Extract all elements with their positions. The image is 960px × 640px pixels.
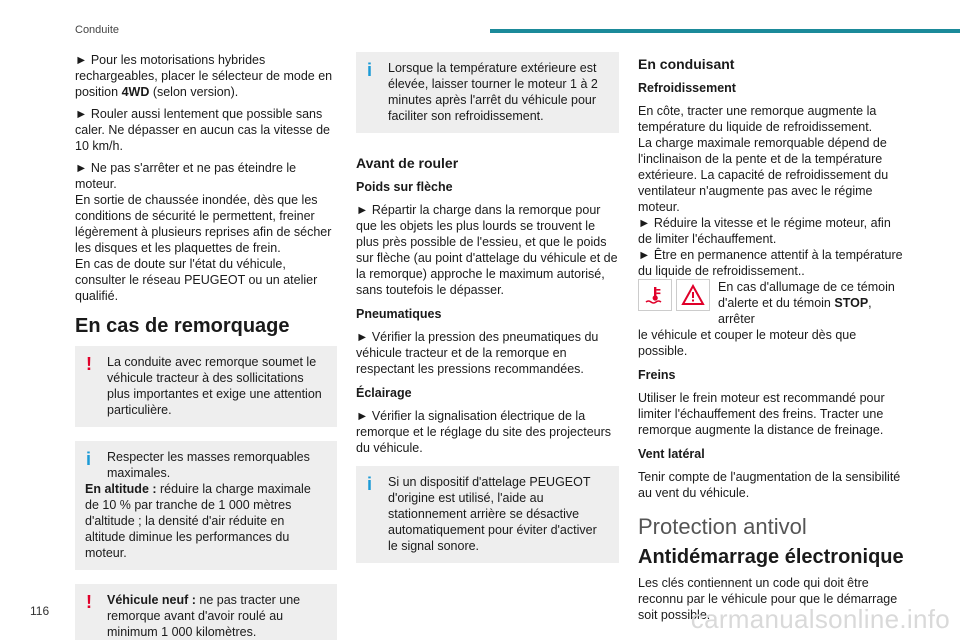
section-title-theft-protection: Protection antivol bbox=[638, 514, 807, 539]
info-icon: i bbox=[86, 449, 92, 469]
paragraph-cooling-2: La charge maximale remorquable dépend de l'inclinaison de la pente et de la température extérieure. La capacité de refroidissement du ventilateur n'augmente pas avec le régime moteur. bbox=[638, 136, 889, 214]
warning-box-towing: ! La conduite avec remorque soumet le véhicule tracteur à des sollicitations plus importantes et exige une attention particulière. bbox=[75, 346, 337, 427]
paragraph-brakes: En sortie de chaussée inondée, dès que les conditions de sécurité le permettent, freiner légèrement à plusieurs reprises afin de sécher les disques et les plaquettes de frein. bbox=[75, 193, 332, 255]
header-title: Conduite bbox=[75, 24, 120, 36]
heading-drawbar-weight: Poids sur flèche bbox=[356, 180, 453, 194]
paragraph-immobiliser: Les clés contiennent un code qui doit être reconnu par le véhicule pour que le démarrage soit possible. bbox=[638, 576, 898, 622]
info-icon: i bbox=[367, 474, 373, 494]
exclamation-mark-icon: ! bbox=[86, 354, 92, 374]
paragraph-brakes: Utiliser le frein moteur est recommandé pour limiter l'échauffement des freins. Tracter une remorque augmente la distance de freinage. bbox=[638, 391, 885, 437]
paragraph-crosswind: Tenir compte de l'augmentation de la sensibilité au vent du véhicule. bbox=[638, 470, 901, 500]
info-box-towbar: i Si un dispositif d'attelage PEUGEOT d'origine est utilisé, l'aide au stationnement arrière se désactive automatiquement pour éviter d'activer le signal sonore. bbox=[356, 466, 619, 563]
heading-cooling: Refroidissement bbox=[638, 81, 736, 95]
page-number: 116 bbox=[30, 604, 50, 618]
paragraph-cooling-1: En côte, tracter une remorque augmente la température du liquide de refroidissement. bbox=[638, 104, 877, 134]
warning-box-new-vehicle: ! Véhicule neuf : ne pas tracter une remorque avant d'avoir roulé au minimum 1 000 kilomètres. bbox=[75, 584, 337, 640]
column-1 bbox=[75, 52, 337, 640]
paragraph-hybrid: ► Pour les motorisations hybrides rechargeables, placer le sélecteur de mode en position 4WD (selon version). bbox=[75, 53, 333, 99]
heading-tyres: Pneumatiques bbox=[356, 307, 442, 321]
info-box-cooling: i Lorsque la température extérieure est élevée, laisser tourner le moteur 1 à 2 minutes après l'arrêt du véhicule pour faciliter son refroidissement. bbox=[356, 52, 619, 133]
heading-lighting: Éclairage bbox=[356, 386, 412, 400]
paragraph-tyres: ► Vérifier la pression des pneumatiques du véhicule tracteur et de la remorque en respectant les pressions recommandées. bbox=[356, 330, 599, 376]
warning-triangle-icon bbox=[676, 279, 710, 311]
exclamation-mark-icon: ! bbox=[86, 592, 92, 612]
paragraph-lighting: ► Vérifier la signalisation électrique de la remorque et le réglage du site des projecteurs du véhicule. bbox=[356, 409, 612, 455]
paragraph-drawbar-weight: ► Répartir la charge dans la remorque pour que les objets les plus lourds se trouvent le plus près possible de l'essieu, et que le poids sur flèche (au point d'attelage du véhicule et de la remorque) approche le maximum autorisé, sans toutefois le dépasser. bbox=[356, 203, 618, 297]
heading-brakes: Freins bbox=[638, 368, 676, 382]
info-box-masses: i Respecter les masses remorquables maximales. En altitude : réduire la charge maximale de 10 % par tranche de 1 000 mètres d'altitude ; la densité d'air réduite en altitude diminue les performances du moteur. bbox=[75, 441, 337, 570]
paragraph-warning-stop: le véhicule et couper le moteur dès que possible. bbox=[638, 328, 857, 358]
heading-crosswind: Vent latéral bbox=[638, 447, 705, 461]
paragraph-no-stop: ► Ne pas s'arrêter et ne pas éteindre le moteur. bbox=[75, 161, 297, 191]
paragraph-speed: ► Rouler aussi lentement que possible sans caler. Ne dépasser en aucun cas la vitesse de 10 km/h. bbox=[75, 107, 331, 153]
warning-lamp-line: En cas d'allumage de ce témoin d'alerte et du témoin STOP, arrêter bbox=[638, 279, 908, 327]
section-title-while-driving: En conduisant bbox=[638, 56, 735, 72]
section-title-immobiliser: Antidémarrage électronique bbox=[638, 546, 904, 568]
header-accent-bar bbox=[490, 29, 960, 33]
coolant-temperature-icon bbox=[638, 279, 672, 311]
paragraph-doubt: En cas de doute sur l'état du véhicule, consulter le réseau PEUGEOT ou un atelier qualifié. bbox=[75, 257, 318, 303]
paragraph-cooling-4: ► Être en permanence attentif à la température du liquide de refroidissement.. bbox=[638, 248, 903, 278]
section-title-towing: En cas de remorquage bbox=[75, 315, 290, 337]
paragraph-cooling-3: ► Réduire la vitesse et le régime moteur, afin de limiter l'échauffement. bbox=[638, 216, 891, 246]
column-2 bbox=[356, 52, 619, 577]
info-icon: i bbox=[367, 60, 373, 80]
section-title-before-driving: Avant de rouler bbox=[356, 155, 459, 171]
column-3 bbox=[638, 52, 908, 623]
watermark: carmanualsonline.info bbox=[690, 604, 950, 634]
